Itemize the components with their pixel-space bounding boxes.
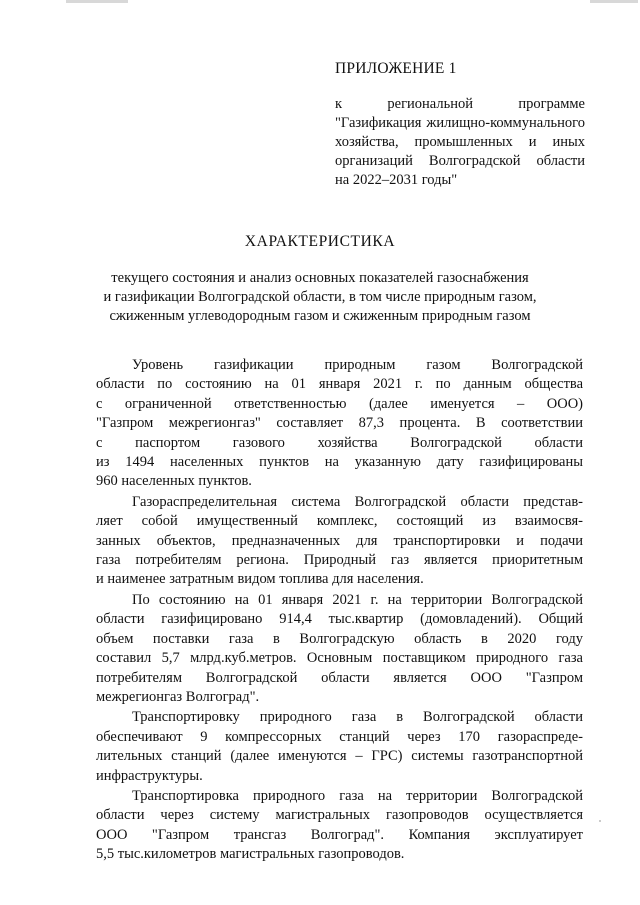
appendix-note-line: на 2022–2031 годы" [335, 172, 458, 188]
appendix-note [335, 95, 585, 190]
subtitle-line: и газификации Волгоградской области, в том числе природным газом, [103, 289, 537, 305]
paragraph-line: Уровень газификации природным газом Волгоградской [132, 357, 583, 373]
paragraph-line: занных объектов, предназначенных для транспортировки и подачи [96, 532, 583, 549]
paragraph [96, 708, 583, 786]
body-text [96, 356, 583, 866]
paragraph-line: лительных станций (далее именуются – ГРС) системы газотранспортной [96, 748, 583, 765]
appendix-note-line: организаций Волгоградской области [335, 153, 585, 169]
paragraph-line: 5,5 тыс.километров магистральных газопроводов. [96, 846, 405, 863]
paragraph-line: и наименее затратным видом топлива для населения. [96, 571, 424, 588]
appendix-note-line: "Газификация жилищно-коммунального [335, 115, 585, 131]
paragraph [96, 591, 583, 707]
paragraph-line: обеспечивают 9 компрессорных станций через 170 газораспреде- [96, 728, 583, 745]
paragraph-line: По состоянию на 01 января 2021 г. на территории Волгоградской [132, 591, 583, 608]
subtitle-line: текущего состояния и анализ основных показателей газоснабжения [111, 270, 529, 286]
appendix-note-line: к региональной программе [335, 96, 585, 112]
paragraph-line: 960 населенных пунктов. [96, 473, 252, 490]
paragraph-line: области газифицировано 914,4 тыс.квартир (домовладений). Общий [96, 611, 583, 628]
paragraph-line: области по состоянию на 01 января 2021 г. по данным общества [96, 376, 583, 393]
paragraph [96, 356, 583, 492]
paragraph-line: из 1494 населенных пунктов на указанную дату газифицированы [96, 454, 583, 471]
paragraph-line: газа потребителям региона. Природный газ является приоритетным [96, 552, 583, 569]
document-title: ХАРАКТЕРИСТИКА [244, 233, 396, 250]
subtitle-line: сжиженным углеводородным газом и сжиженным природным газом [109, 308, 531, 324]
appendix-note-line: хозяйства, промышленных и иных [335, 134, 585, 150]
scan-speck [599, 820, 601, 822]
paragraph-line: с паспортом газового хозяйства Волгоградской области [96, 434, 583, 451]
paragraph-line: ООО "Газпром трансгаз Волгоград". Компания эксплуатирует [96, 826, 583, 843]
paragraph-line: "Газпром межрегионгаз" составляет 87,3 процента. В соответствии [96, 415, 583, 432]
document-subtitle [80, 269, 560, 326]
scan-artifact [66, 0, 128, 3]
paragraph-line: Газораспределительная система Волгоградской области представ- [132, 493, 583, 510]
paragraph-line: Транспортировка природного газа на территории Волгоградской [132, 787, 583, 804]
paragraph-line: ляет собой имущественный комплекс, состоящий из взаимосвя- [96, 513, 583, 530]
paragraph-line: межрегионгаз Волгоград". [96, 688, 260, 705]
paragraph-line: с ограниченной ответственностью (далее именуется – ООО) [96, 395, 583, 412]
paragraph-line: потребителям Волгоградской области является ООО "Газпром [96, 669, 583, 686]
paragraph-line: области через систему магистральных газопроводов осуществляется [96, 807, 583, 824]
appendix-label: ПРИЛОЖЕНИЕ 1 [335, 60, 457, 77]
paragraph [96, 787, 583, 865]
paragraph-line: инфраструктуры. [96, 767, 203, 784]
paragraph-line: Транспортировку природного газа в Волгоградской области [132, 709, 583, 726]
paragraph-line: составил 5,7 млрд.куб.метров. Основным поставщиком природного газа [96, 650, 583, 667]
paragraph [96, 493, 583, 590]
paragraph-line: объем поставки газа в Волгоградскую область в 2020 году [96, 630, 583, 647]
scan-artifact [590, 0, 638, 3]
